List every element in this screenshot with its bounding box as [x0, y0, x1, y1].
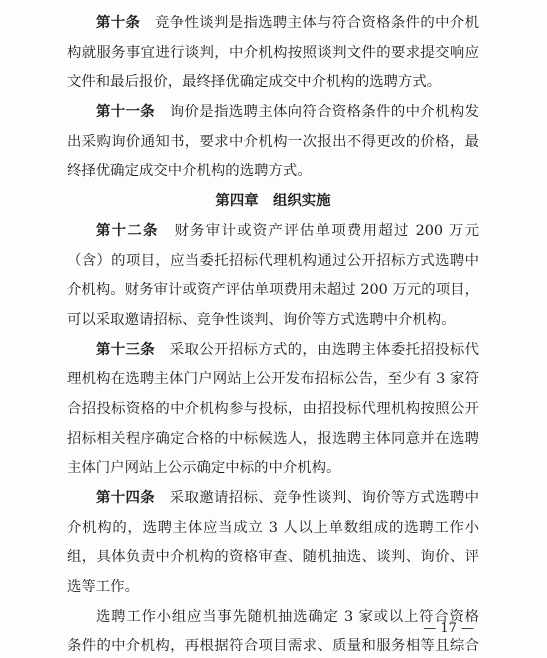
- article-14-title: 第十四条: [96, 490, 155, 506]
- article-11-first-line: [67, 98, 479, 128]
- page-number: — 17 —: [423, 621, 474, 636]
- article-12-line-3: 介机构。财务审计或资产评估单项费用未超过 200 万元的项目，: [67, 282, 479, 299]
- article-10-line-3: 文件和最后报价，最终择优确定成交中介机构的选聘方式。: [67, 74, 442, 91]
- article-13-line-2: 理机构在选聘主体门户网站上公开发布招标公告，至少有 3 家符: [67, 371, 479, 388]
- article-12-line-4: 可以采取邀请招标、竞争性谈判、询价等方式选聘中介机构。: [67, 311, 456, 328]
- article-12-first-line: [67, 217, 479, 247]
- article-14-line-3: 组，具体负责中介机构的资格审查、随机抽选、谈判、询价、评: [67, 549, 479, 566]
- document-body: [67, 9, 479, 658]
- article-14-line-1: 采取邀请招标、竞争性谈判、询价等方式选聘中: [169, 490, 479, 506]
- article-11-line-1: 询价是指选聘主体向符合资格条件的中介机构发: [169, 104, 479, 121]
- article-13-first-line: [67, 336, 479, 366]
- article-10-first-line: [67, 9, 479, 39]
- article-13-line-3: 合招投标资格的中介机构参与投标，由招投标代理机构按照公开: [67, 400, 479, 417]
- paragraph-line-1: 选聘工作小组应当事先随机抽选确定 3 家或以上符合资格: [96, 608, 479, 625]
- article-10-line-1: 竞争性谈判是指选聘主体与符合资格条件的中介机: [154, 15, 479, 31]
- article-12-line-2: （含）的项目，应当委托招标代理机构通过公开招标方式选聘中: [67, 252, 479, 269]
- article-13-line-5: 主体门户网站上公示确定中标的中介机构。: [67, 460, 341, 477]
- article-11-line-3: 终择优确定成交中介机构的选聘方式。: [67, 163, 312, 180]
- article-14-line-2: 介机构的，选聘主体应当成立 3 人以上单数组成的选聘工作小: [67, 519, 479, 536]
- article-12-line-1: 财务审计或资产评估单项费用超过 200 万元: [174, 222, 479, 239]
- article-11-line-2: 出采购询价通知书，要求中介机构一次报出不得更改的价格，最: [67, 133, 479, 150]
- article-14-line-4: 选等工作。: [67, 579, 139, 596]
- paragraph-line-2: 条件的中介机构，再根据符合项目需求、质量和服务相等且综合: [67, 638, 479, 655]
- article-13-line-4: 招标相关程序确定合格的中标候选人，报选聘主体同意并在选聘: [67, 430, 479, 447]
- article-13-line-1: 采取公开招标方式的，由选聘主体委托招投标代: [169, 341, 479, 358]
- article-10-title: 第十条: [96, 15, 141, 31]
- chapter-heading: 第四章 组织实施: [215, 193, 331, 210]
- article-11-title: 第十一条: [96, 104, 155, 121]
- article-13-title: 第十三条: [96, 341, 155, 358]
- article-10-line-2: 构就服务事宜进行谈判，中介机构按照谈判文件的要求提交响应: [67, 44, 479, 61]
- article-14-first-line: [67, 484, 479, 514]
- article-12-title: 第十二条: [96, 222, 159, 239]
